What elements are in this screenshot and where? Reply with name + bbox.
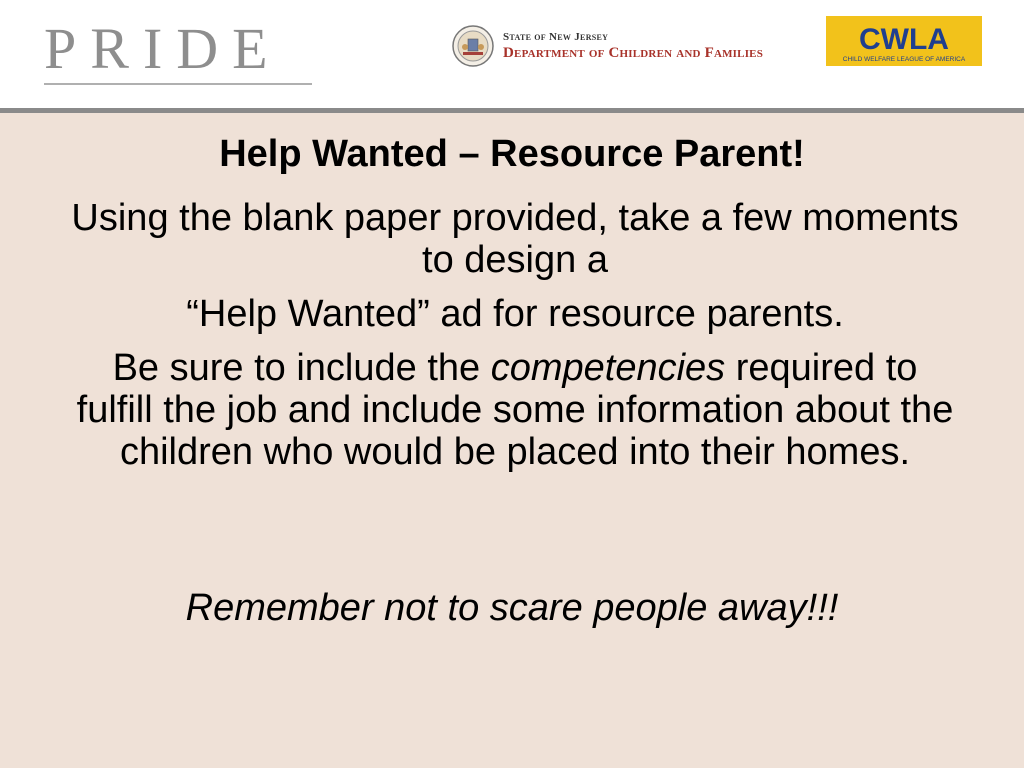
slide-content	[0, 113, 1024, 768]
instruction-paragraph-3-end: required to fulfill the job and include some information about the children who would be placed into their homes.	[76, 347, 954, 473]
pride-logo: PRIDE	[44, 16, 282, 81]
slide-header	[0, 0, 1024, 108]
svg-text:CWLA: CWLA	[859, 23, 949, 56]
slide-body	[70, 197, 960, 485]
instruction-paragraph-2: “Help Wanted” ad for resource parents.	[186, 293, 844, 335]
state-label: State of New Jersey	[503, 31, 609, 43]
slide-title: Help Wanted – Resource Parent!	[219, 133, 805, 175]
cwla-logo	[826, 16, 982, 66]
dcf-logo	[503, 31, 763, 62]
instruction-paragraph-3	[70, 347, 960, 473]
new-jersey-seal-icon	[452, 25, 494, 67]
department-label: Department of Children and Families	[503, 45, 764, 61]
pride-logo-underline	[44, 83, 312, 85]
instruction-paragraph-3-start: Be sure to include the	[112, 347, 491, 389]
competencies-emphasis: competencies	[490, 347, 726, 389]
reminder-text: Remember not to scare people away!!!	[185, 587, 839, 629]
svg-text:CHILD WELFARE LEAGUE OF AMERIC: CHILD WELFARE LEAGUE OF AMERICA	[842, 56, 966, 63]
instruction-paragraph-1: Using the blank paper provided, take a few moments to design a	[71, 197, 959, 281]
